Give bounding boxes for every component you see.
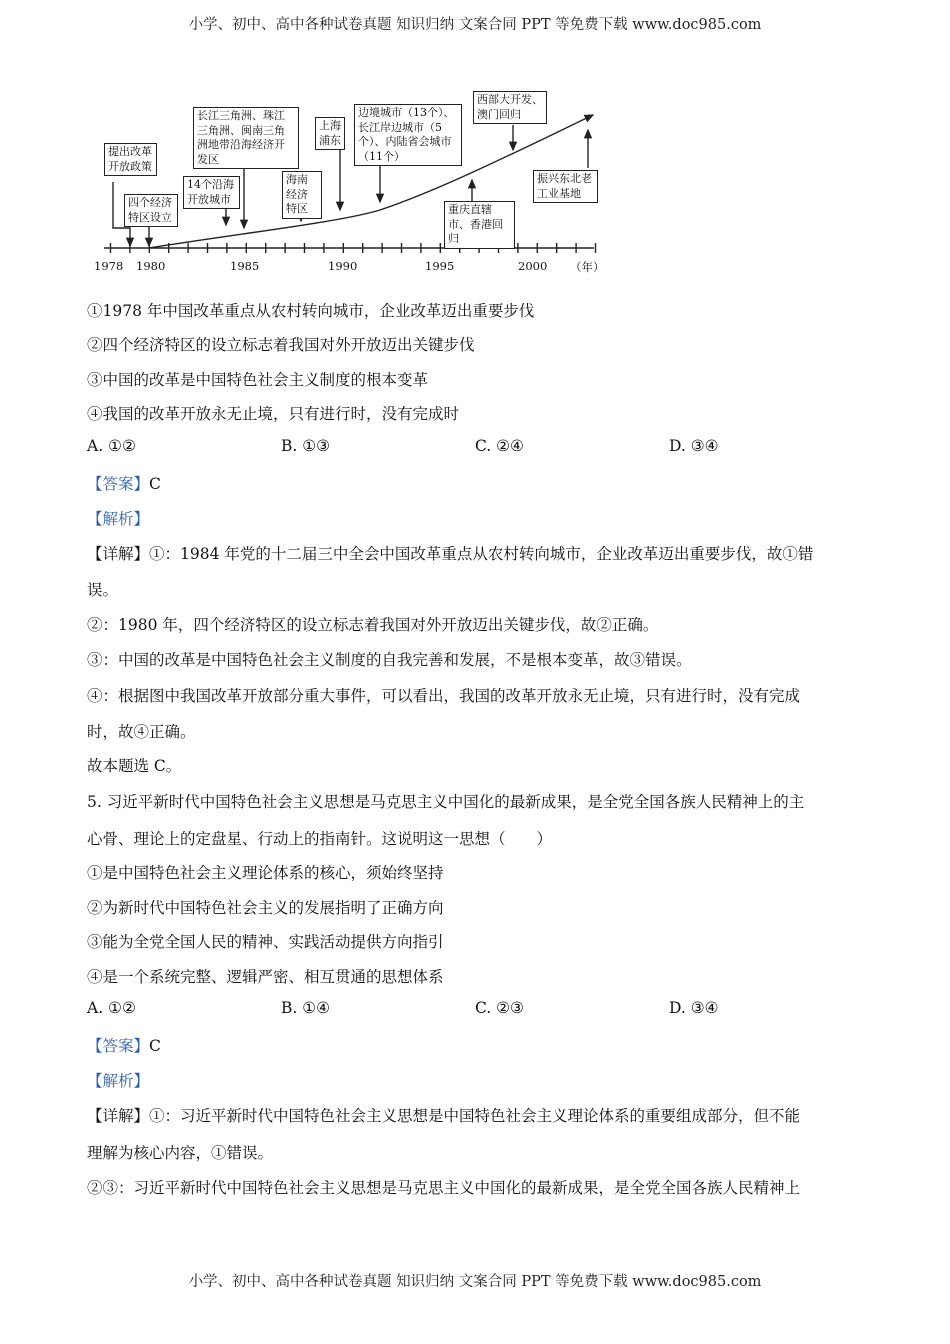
analysis-label: 【解析】 <box>87 1072 150 1090</box>
tick-label: 1995 <box>425 259 455 273</box>
tick-label: （年） <box>570 260 605 274</box>
page-footer: 小学、初中、高中各种试卷真题 知识归纳 文案合同 PPT 等免费下载 www.doc985.com <box>188 1274 762 1290</box>
answer-line <box>87 1034 161 1056</box>
timeline-label: 边境城市（13个）、长江岸边城市（5个）、内陆省会城市（11个） <box>354 104 462 166</box>
answer-value: C <box>149 475 161 493</box>
timeline-label: 重庆直辖市、香港回归 <box>444 201 515 249</box>
statement: ①是中国特色社会主义理论体系的核心，须始终坚持 <box>87 864 444 882</box>
tick-label: 2000 <box>518 259 548 273</box>
timeline-label: 西部大开发、澳门回归 <box>473 91 547 124</box>
statement: ③能为全党全国人民的精神、实践活动提供方向指引 <box>87 933 444 951</box>
timeline-label: 四个经济特区设立 <box>124 194 178 227</box>
question-stem: 5. 习近平新时代中国特色社会主义思想是马克思主义中国化的最新成果，是全党全国各族人民精神上的主 <box>87 793 805 811</box>
option-d: D. ③④ <box>669 437 719 455</box>
statement: ②四个经济特区的设立标志着我国对外开放迈出关键步伐 <box>87 336 475 354</box>
detail-line: ③：中国的改革是中国特色社会主义制度的自我完善和发展，不是根本变革，故③错误。 <box>87 651 692 669</box>
timeline-label: 上海浦东 <box>315 117 345 150</box>
question-stem: 心骨、理论上的定盘星、行动上的指南针。这说明这一思想（ ） <box>87 830 553 848</box>
detail-line: ②：1980 年，四个经济特区的设立标志着我国对外开放迈出关键步伐，故②正确。 <box>87 616 659 634</box>
option-d: D. ③④ <box>669 999 719 1017</box>
statement: ③中国的改革是中国特色社会主义制度的根本变革 <box>87 371 429 389</box>
tick-label: 1978 <box>94 259 124 273</box>
option-b: B. ①④ <box>281 999 331 1017</box>
detail-line: 时，故④正确。 <box>87 723 196 741</box>
detail-line: ②③：习近平新时代中国特色社会主义思想是马克思主义中国化的最新成果，是全党全国各族人民精神上 <box>87 1179 801 1197</box>
answer-label: 【答案】 <box>87 475 150 493</box>
answer-value: C <box>149 1037 161 1055</box>
timeline-label: 14个沿海开放城市 <box>183 176 240 209</box>
option-b: B. ①③ <box>281 437 331 455</box>
detail-line: 故本题选 C。 <box>87 757 182 775</box>
answer-line <box>87 472 161 494</box>
option-a: A. ①② <box>87 437 136 455</box>
analysis-label: 【解析】 <box>87 510 150 528</box>
option-c: C. ②④ <box>475 437 524 455</box>
detail-line: ④：根据图中我国改革开放部分重大事件，可以看出，我国的改革开放永无止境，只有进行时，没有完成 <box>87 687 801 705</box>
tick-label: 1980 <box>136 259 166 273</box>
timeline-label: 提出改革开放政策 <box>104 143 157 176</box>
statement: ④是一个系统完整、逻辑严密、相互贯通的思想体系 <box>87 968 444 986</box>
option-a: A. ①② <box>87 999 136 1017</box>
page-header: 小学、初中、高中各种试卷真题 知识归纳 文案合同 PPT 等免费下载 www.doc985.com <box>188 17 762 33</box>
statement: ④我国的改革开放永无止境，只有进行时，没有完成时 <box>87 405 460 423</box>
detail-line: 【详解】①：习近平新时代中国特色社会主义思想是中国特色社会主义理论体系的重要组成部分，但不能 <box>87 1107 801 1125</box>
timeline-label: 海南经济特区 <box>282 171 322 219</box>
statement: ①1978 年中国改革重点从农村转向城市，企业改革迈出重要步伐 <box>87 302 535 320</box>
detail-line: 理解为核心内容，①错误。 <box>87 1144 274 1162</box>
timeline-label: 振兴东北老工业基地 <box>533 170 598 203</box>
tick-label: 1985 <box>230 259 260 273</box>
timeline-label: 长江三角洲、珠江三角洲、闽南三角洲地带沿海经济开发区 <box>193 107 299 169</box>
detail-line: 误。 <box>87 581 119 599</box>
statement: ②为新时代中国特色社会主义的发展指明了正确方向 <box>87 899 444 917</box>
tick-label: 1990 <box>328 259 358 273</box>
option-c: C. ②③ <box>475 999 524 1017</box>
detail-line: 【详解】①：1984 年党的十二届三中全会中国改革重点从农村转向城市，企业改革迈出重要步伐，故①错 <box>87 545 814 563</box>
answer-label: 【答案】 <box>87 1037 150 1055</box>
